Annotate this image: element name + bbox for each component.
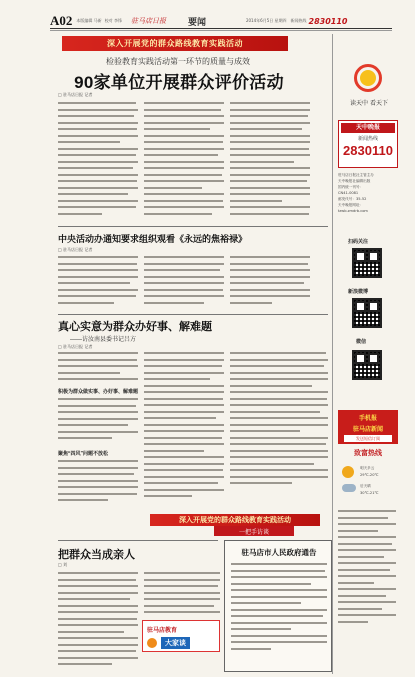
article2-column-3	[230, 254, 310, 312]
hotline-box-number: 2830110	[343, 143, 393, 158]
article3-column-2	[144, 350, 224, 510]
hotline-number: 2830110	[308, 16, 348, 26]
article4-headline: 把群众当成亲人	[58, 549, 135, 561]
lead-headline: 90家单位开展群众评价活动	[74, 73, 284, 92]
sidebar-divider	[332, 34, 333, 674]
section-title: 要闻	[187, 16, 206, 27]
article3-subheadline: ——访汝南县委书记吕方	[70, 337, 137, 343]
interview-banner: 深入开展党的群众路线教育实践活动	[150, 514, 320, 526]
qr2-label: 新浪微博	[348, 289, 369, 295]
wechat-qr-code-icon[interactable]	[352, 350, 382, 380]
education-ad[interactable]	[142, 620, 220, 652]
qr3-label: 微信	[356, 339, 367, 345]
weather-line: 30℃-21℃	[360, 491, 379, 495]
lead-byline: □ 驻马店日报 记者	[58, 92, 93, 97]
sidebar-logo	[340, 62, 398, 112]
article2-byline: □ 驻马店日报 记者	[58, 247, 93, 252]
government-notice	[224, 540, 332, 672]
weather-line: 29℃-20℃	[360, 473, 379, 477]
mobile-news-ad[interactable]	[338, 410, 398, 444]
qr1-label: 扫码关注	[348, 239, 369, 245]
article4-byline: □ 刘	[58, 562, 68, 567]
weibo-qr-code-icon[interactable]	[352, 298, 382, 328]
lead-column-1	[58, 100, 138, 222]
education-ad-sub: 大家谈	[161, 637, 190, 649]
issue-date: 2014年6月5日 星期四	[245, 18, 287, 23]
qr-code-icon[interactable]	[352, 248, 382, 278]
article3-headline: 真心实意为群众办好事、解难题	[58, 321, 212, 333]
editor-label: 本版编辑 马新	[76, 18, 102, 23]
article3-column-3	[230, 350, 328, 510]
hotline-box	[338, 120, 398, 168]
ad-line-2: 驻马店新闻	[352, 426, 383, 433]
article2-column-1	[58, 254, 138, 312]
wealth-hotline-ad[interactable]: 致富热线	[354, 449, 382, 457]
article3-column-1	[58, 396, 138, 446]
sidebar-small-print	[338, 508, 398, 672]
lead-column-3	[230, 100, 310, 222]
info-line: 邮发代号：35-52	[338, 197, 367, 201]
article2-column-2	[144, 254, 224, 312]
info-line: 国内统一刊号：	[338, 185, 364, 189]
brand-name: 驻马店日报	[130, 17, 166, 25]
info-line: 天中晚报社编辑出版	[338, 179, 371, 183]
section-divider-2	[58, 314, 328, 315]
info-line: 天中晚报网址：	[338, 203, 364, 207]
header-rule-thin	[50, 30, 392, 31]
ad-line-3: 发送短信订阅	[344, 435, 392, 442]
masthead	[50, 14, 390, 28]
ad-line-1: 手机报	[358, 415, 377, 422]
proofreader-label: 校对 李锋	[104, 18, 122, 23]
weather-box	[338, 462, 398, 504]
article2-headline: 中央活动办通知要求组织观看《永远的焦裕禄》	[58, 234, 248, 244]
sun-icon	[342, 466, 354, 478]
campaign-banner: 深入开展党的群众路线教育实践活动	[62, 36, 288, 51]
notice-title: 驻马店市人民政府通告	[241, 548, 317, 557]
page-number: A02	[50, 13, 73, 28]
header-rule	[50, 28, 392, 29]
section-divider	[58, 226, 328, 227]
info-line: tzwb.zmdrb.com	[338, 209, 368, 213]
article4-column-2	[144, 570, 220, 618]
article3-subtitle-2: 聚焦“四风”问题不放松	[58, 451, 109, 457]
education-ad-title: 驻马店教育	[147, 627, 178, 634]
article4-column-1	[58, 570, 138, 670]
lead-column-2	[144, 100, 224, 222]
lead-kicker: 检验教育实践活动第一环节的质量与成效	[106, 57, 250, 66]
article3-subtitle-1: 积极为群众做实事、办好事、解难题	[58, 389, 139, 395]
weather-line: 后天晴	[360, 484, 371, 488]
info-line: CN41-0081	[338, 191, 359, 195]
info-line: 驻马店日报社主管主办	[338, 173, 374, 177]
sidebar-slogan: 读天中 看天下	[350, 100, 388, 107]
publication-info	[338, 172, 398, 214]
education-ad-logo-icon	[147, 638, 157, 648]
hotline-box-title: 天中晚报	[341, 123, 395, 133]
section-divider-3	[58, 540, 218, 541]
article3-byline: □ 驻马店日报 记者	[58, 344, 93, 349]
cloud-icon	[342, 484, 356, 492]
weather-line: 明天多云	[360, 466, 375, 470]
article3-intro-1	[58, 350, 138, 386]
article3-column-1b	[58, 458, 138, 510]
hotline-label: 新闻热线	[290, 18, 307, 23]
hotline-box-label: 新闻热线	[357, 136, 378, 142]
logo-sun-icon	[360, 70, 376, 86]
notice-body	[231, 561, 327, 665]
interview-banner-sub: 一把手访谈	[214, 526, 294, 536]
